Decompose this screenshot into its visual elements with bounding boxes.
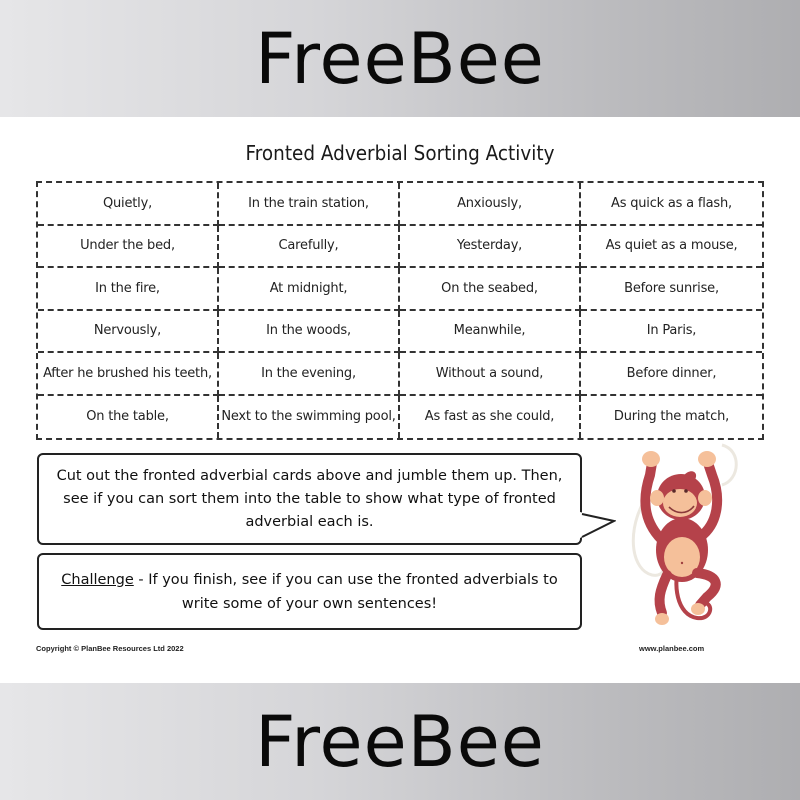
challenge-content [51, 568, 568, 616]
instruction-speech-bubble [37, 453, 582, 545]
website-link[interactable]: www.planbee.com [639, 644, 705, 653]
adverbial-card: Before dinner, [581, 353, 762, 396]
adverbial-card: Meanwhile, [400, 311, 581, 354]
adverbial-card: Yesterday, [400, 226, 581, 269]
adverbial-card: Anxiously, [400, 183, 581, 226]
adverbial-card: As fast as she could, [400, 396, 581, 439]
banner-title-bottom: FreeBee [255, 700, 545, 783]
adverbial-card: On the seabed, [400, 268, 581, 311]
adverbial-card: Under the bed, [38, 226, 219, 269]
bottom-banner [0, 683, 800, 800]
adverbial-card: In the train station, [219, 183, 400, 226]
adverbial-card: At midnight, [219, 268, 400, 311]
challenge-text: - If you finish, see if you can use the fronted adverbials to write some of your own sentences! [133, 571, 558, 612]
adverbial-card: Next to the swimming pool, [219, 396, 400, 439]
adverbial-card: As quick as a flash, [581, 183, 762, 226]
instruction-text: Cut out the fronted adverbial cards above and jumble them up. Then, see if you can sort them into the table to show what type of fronted adverbial each is. [56, 467, 563, 530]
adverbial-card: As quiet as a mouse, [581, 226, 762, 269]
adverbial-card: Before sunrise, [581, 268, 762, 311]
adverbial-card: Without a sound, [400, 353, 581, 396]
adverbial-card: During the match, [613, 409, 730, 425]
adverbial-cards-grid [36, 181, 764, 440]
challenge-label: Challenge [61, 571, 134, 588]
banner-title-top: FreeBee [255, 17, 545, 100]
monkey-icon [622, 435, 752, 630]
adverbial-card: Nervously, [38, 311, 219, 354]
adverbial-card: After he brushed his teeth, [38, 353, 219, 396]
adverbial-card: In Paris, [581, 311, 762, 354]
adverbial-card: On the table, [38, 396, 219, 439]
worksheet [0, 117, 800, 683]
adverbial-card: In the woods, [219, 311, 400, 354]
adverbial-card: Quietly, [38, 183, 219, 226]
worksheet-title: Fronted Adverbial Sorting Activity [245, 141, 555, 165]
adverbial-card: In the evening, [219, 353, 400, 396]
adverbial-card: In the fire, [38, 268, 219, 311]
adverbial-card: Carefully, [219, 226, 400, 269]
speech-bubble-tail-icon [580, 512, 616, 542]
top-banner [0, 0, 800, 117]
copyright-text: Copyright © PlanBee Resources Ltd 2022 [36, 644, 184, 653]
challenge-box [37, 553, 582, 630]
